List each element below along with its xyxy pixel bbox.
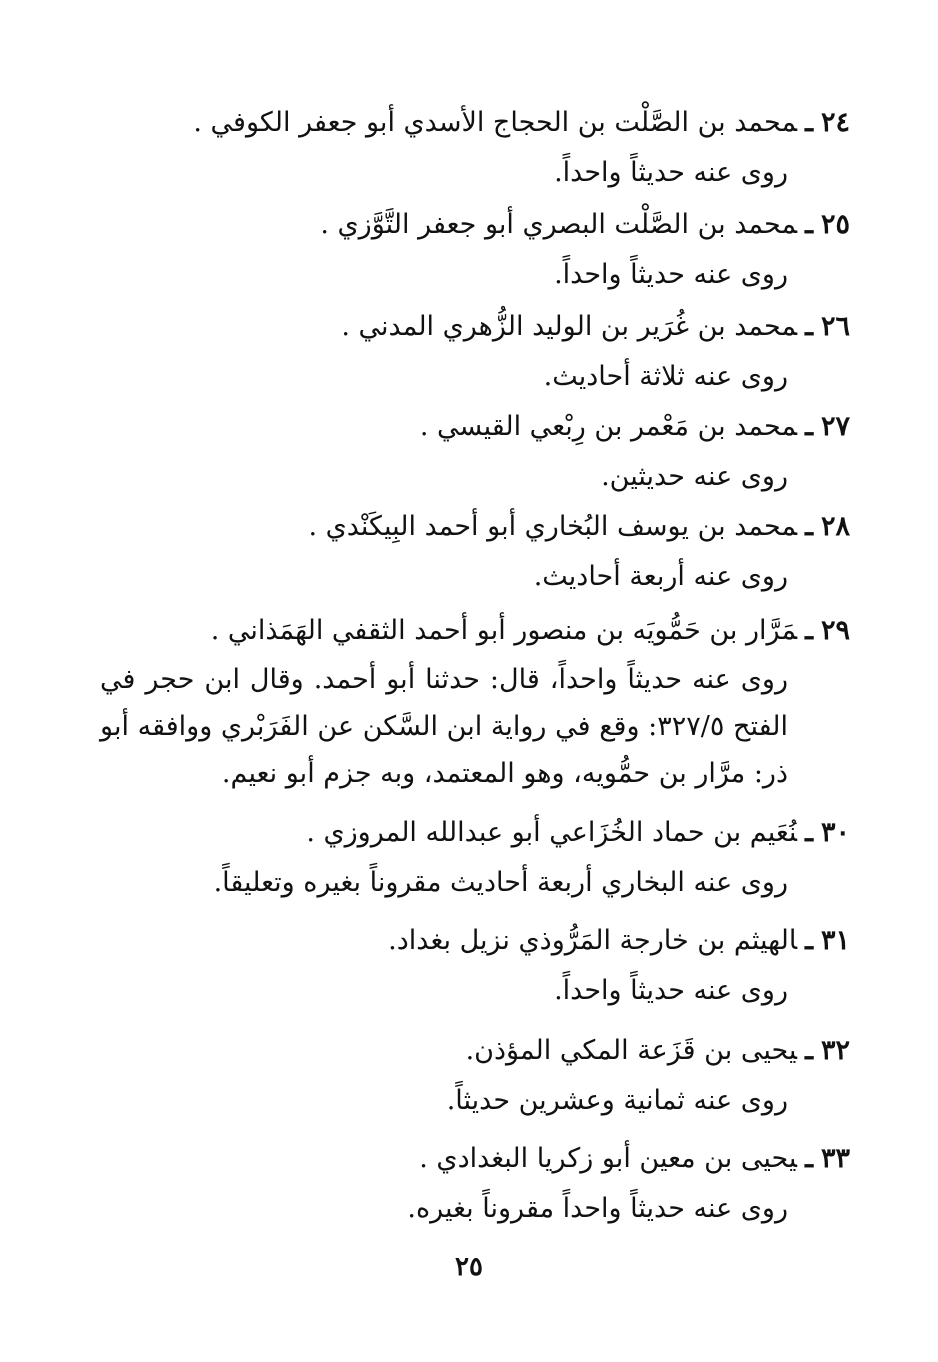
entry-27 (100, 402, 850, 502)
entry-heading (100, 1026, 850, 1076)
entry-number: ٢٥ (820, 209, 850, 240)
entry-33 (100, 1134, 850, 1234)
entry-note: روى عنه حديثاً واحداً. (554, 975, 788, 1006)
entry-heading (100, 916, 850, 966)
entry-number: ٢٦ (820, 311, 850, 342)
entry-number: ٢٧ (820, 411, 850, 442)
entry-31 (100, 916, 850, 1016)
entry-note: روى عنه حديثاً واحداً مقروناً بغيره. (407, 1193, 788, 1224)
entry-note: روى عنه حديثاً واحداً، قال: حدثنا أبو أحمد. وقال ابن حجر في الفتح ٣٢٧/٥: وقع في رواية ابن السَّكن عن الفَرَبْري ووافقه أبو ذر: مرَّار بن حمُّويه، وهو المعتمد، وبه جزم أبو نعيم. (100, 664, 788, 789)
entry-28 (100, 502, 850, 602)
entry-dash: ـ (805, 925, 813, 956)
entry-24 (100, 98, 850, 198)
entry-name: نُعَيم بن حماد الخُزَاعي أبو عبدالله المروزي . (306, 817, 798, 848)
entry-heading (100, 808, 850, 858)
entry-note: روى عنه ثلاثة أحاديث. (543, 361, 788, 392)
entry-number: ٣١ (820, 925, 850, 956)
entry-dash: ـ (805, 311, 813, 342)
entry-name: محمد بن يوسف البُخاري أبو أحمد البِيكَنْدي . (308, 511, 798, 542)
entry-number: ٣٢ (820, 1035, 850, 1066)
entry-29 (100, 606, 850, 797)
entry-name: يحيى بن معين أبو زكريا البغدادي . (419, 1143, 798, 1174)
entry-name: يحيى بن قَزَعة المكي المؤذن. (465, 1035, 798, 1066)
entry-number: ٢٩ (820, 615, 850, 646)
entry-number: ٣٣ (820, 1143, 850, 1174)
entry-dash: ـ (805, 1035, 813, 1066)
entry-number: ٣٠ (820, 817, 850, 848)
entry-dash: ـ (805, 817, 813, 848)
entry-dash: ـ (805, 209, 813, 240)
entry-heading (100, 98, 850, 148)
entry-dash: ـ (805, 1143, 813, 1174)
page-number: ٢٥ (455, 1252, 483, 1282)
entry-heading (100, 302, 850, 352)
entry-note: روى عنه حديثاً واحداً. (554, 259, 788, 290)
entry-heading (100, 402, 850, 452)
entry-heading (100, 1134, 850, 1184)
entry-heading (100, 502, 850, 552)
entry-name: الهيثم بن خارجة المَرُّوذي نزيل بغداد. (388, 925, 798, 956)
entry-name: محمد بن الصَّلْت البصري أبو جعفر التَّوَّزي . (320, 209, 798, 240)
entry-32 (100, 1026, 850, 1126)
entry-name: مَرَّار بن حَمُّويَه بن منصور أبو أحمد الثقفي الهَمَذاني . (210, 615, 798, 646)
entry-note: روى عنه البخاري أربعة أحاديث مقروناً بغيره وتعليقاً. (213, 867, 788, 898)
entry-note: روى عنه أربعة أحاديث. (533, 561, 788, 592)
entry-dash: ـ (805, 411, 813, 442)
entry-30 (100, 808, 850, 908)
entry-number: ٢٤ (820, 107, 850, 138)
entry-dash: ـ (805, 615, 813, 646)
entry-dash: ـ (805, 107, 813, 138)
entry-note: روى عنه حديثين. (601, 461, 788, 492)
entry-26 (100, 302, 850, 402)
entry-name: محمد بن الصَّلْت بن الحجاج الأسدي أبو جعفر الكوفي . (193, 107, 798, 138)
entry-heading (100, 606, 850, 656)
entry-dash: ـ (805, 511, 813, 542)
entry-heading (100, 200, 850, 250)
entry-note: روى عنه حديثاً واحداً. (554, 157, 788, 188)
entry-number: ٢٨ (820, 511, 850, 542)
entry-name: محمد بن غُرَير بن الوليد الزُّهري المدني . (341, 311, 798, 342)
entry-name: محمد بن مَعْمر بن رِبْعي القيسي . (419, 411, 798, 442)
entry-note: روى عنه ثمانية وعشرين حديثاً. (446, 1085, 788, 1116)
entry-25 (100, 200, 850, 300)
